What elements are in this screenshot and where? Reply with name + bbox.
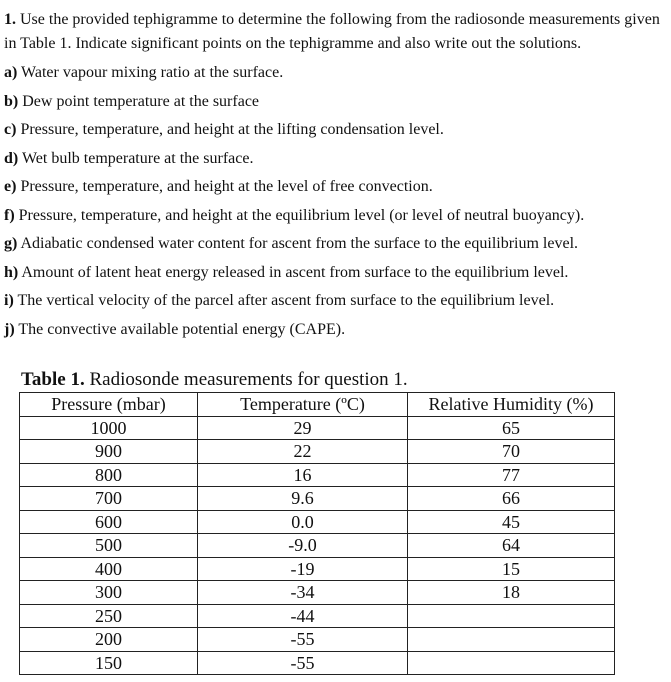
cell-relative-humidity: 15 xyxy=(408,557,615,581)
table-row xyxy=(20,581,615,605)
cell-temperature: 16 xyxy=(198,463,408,487)
question-item-text: Pressure, temperature, and height at the lifting condensation level. xyxy=(20,121,444,138)
table-row xyxy=(20,628,615,652)
question-item xyxy=(4,230,668,259)
question-item-letter: g) xyxy=(4,235,18,252)
cell-relative-humidity xyxy=(408,604,615,628)
question-item xyxy=(4,173,668,202)
cell-pressure: 500 xyxy=(20,534,198,558)
question-item-text: Pressure, temperature, and height at the level of free convection. xyxy=(20,178,433,195)
question-item-letter: d) xyxy=(4,149,19,167)
table-row xyxy=(20,557,615,581)
question-item-text: The convective available potential energy (CAPE). xyxy=(18,320,346,338)
question-item xyxy=(4,202,668,231)
question-item-letter: h) xyxy=(4,263,19,281)
question-item-letter: e) xyxy=(4,178,17,195)
cell-temperature: -55 xyxy=(198,628,408,652)
header-pressure: Pressure (mbar) xyxy=(20,393,198,417)
cell-pressure: 400 xyxy=(20,557,198,581)
question-item-text: Amount of latent heat energy released in ascent from surface to the equilibrium level. xyxy=(21,263,569,281)
question-item xyxy=(4,59,668,88)
cell-pressure: 200 xyxy=(20,628,198,652)
cell-temperature: -19 xyxy=(198,557,408,581)
question-item-letter: c) xyxy=(4,121,17,138)
question-item-text: Water vapour mixing ratio at the surface. xyxy=(21,64,284,81)
question-item-letter: j) xyxy=(4,320,15,338)
question-item-text: Dew point temperature at the surface xyxy=(22,92,260,110)
cell-relative-humidity: 45 xyxy=(408,510,615,534)
cell-pressure: 150 xyxy=(20,651,198,675)
table-row xyxy=(20,510,615,534)
cell-temperature: -9.0 xyxy=(198,534,408,558)
table-row xyxy=(20,534,615,558)
question-number: 1. xyxy=(4,11,16,28)
table-row xyxy=(20,604,615,628)
cell-temperature: 0.0 xyxy=(198,510,408,534)
question-item xyxy=(4,316,668,345)
question-item-letter: b) xyxy=(4,92,19,110)
radiosonde-table xyxy=(19,392,615,675)
question-item-letter: i) xyxy=(4,292,14,309)
cell-pressure: 300 xyxy=(20,581,198,605)
question-item-text: Adiabatic condensed water content for ascent from the surface to the equilibrium level. xyxy=(20,235,579,252)
question-item xyxy=(4,259,668,288)
header-relative-humidity: Relative Humidity (%) xyxy=(408,393,615,417)
cell-relative-humidity xyxy=(408,628,615,652)
cell-temperature: 29 xyxy=(198,416,408,440)
cell-pressure: 800 xyxy=(20,463,198,487)
question-item-letter: a) xyxy=(4,64,18,81)
table-row xyxy=(20,440,615,464)
cell-pressure: 700 xyxy=(20,487,198,511)
cell-relative-humidity: 65 xyxy=(408,416,615,440)
question-item-text: Pressure, temperature, and height at the equilibrium level (or level of neutral buoyancy). xyxy=(18,206,585,224)
table-row xyxy=(20,463,615,487)
cell-temperature: 22 xyxy=(198,440,408,464)
question-item xyxy=(4,88,668,117)
cell-temperature: -55 xyxy=(198,651,408,675)
cell-relative-humidity: 64 xyxy=(408,534,615,558)
question-item-text: Wet bulb temperature at the surface. xyxy=(21,149,254,167)
cell-pressure: 1000 xyxy=(20,416,198,440)
header-temperature: Temperature (ºC) xyxy=(198,393,408,417)
cell-temperature: -44 xyxy=(198,604,408,628)
question-item-letter: f) xyxy=(4,206,15,224)
cell-pressure: 250 xyxy=(20,604,198,628)
question-item xyxy=(4,287,668,316)
table-header-row xyxy=(20,393,615,417)
question-items-list xyxy=(4,59,668,344)
cell-temperature: 9.6 xyxy=(198,487,408,511)
cell-relative-humidity: 70 xyxy=(408,440,615,464)
table-row xyxy=(20,651,615,675)
cell-temperature: -34 xyxy=(198,581,408,605)
question-intro xyxy=(4,8,668,56)
cell-relative-humidity xyxy=(408,651,615,675)
table-body xyxy=(20,416,615,675)
question-item xyxy=(4,116,668,145)
table-row xyxy=(20,416,615,440)
table-row xyxy=(20,487,615,511)
question-item xyxy=(4,145,668,174)
table-caption-text: Radiosonde measurements for question 1. xyxy=(89,369,408,390)
cell-pressure: 600 xyxy=(20,510,198,534)
table-caption xyxy=(21,368,408,392)
question-text: Use the provided tephigramme to determine the following from the radiosonde measurements given in Table 1. Indicate significant points on the tephigramme and also write out the solutions. xyxy=(4,11,660,52)
cell-relative-humidity: 77 xyxy=(408,463,615,487)
table-caption-label: Table 1. xyxy=(21,369,85,390)
cell-relative-humidity: 66 xyxy=(408,487,615,511)
cell-relative-humidity: 18 xyxy=(408,581,615,605)
question-item-text: The vertical velocity of the parcel after ascent from surface to the equilibrium level. xyxy=(17,292,555,309)
cell-pressure: 900 xyxy=(20,440,198,464)
